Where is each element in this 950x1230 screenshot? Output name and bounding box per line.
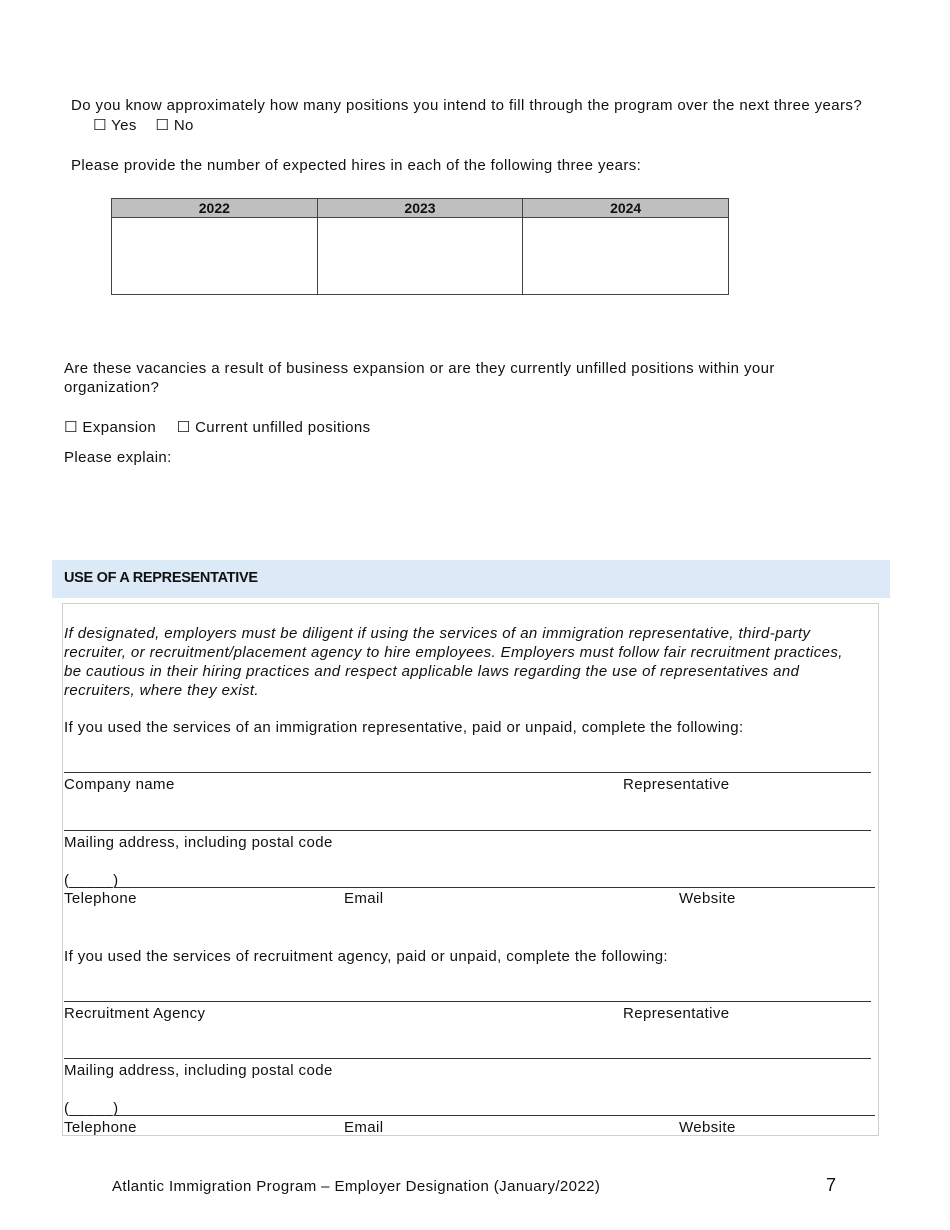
- hires-2023-cell[interactable]: [317, 218, 523, 295]
- agency-mailing-line[interactable]: [64, 1058, 871, 1059]
- agency-telephone-label: Telephone: [64, 1119, 137, 1136]
- agency-name-line[interactable]: [64, 1001, 871, 1002]
- explain-label: Please explain:: [64, 449, 172, 466]
- company-name-line[interactable]: [64, 772, 871, 773]
- agency-name-label: Recruitment Agency: [64, 1005, 206, 1022]
- yes-checkbox[interactable]: ☐ Yes: [93, 117, 137, 134]
- year-header: 2022: [112, 199, 318, 218]
- hires-2024-cell[interactable]: [523, 218, 729, 295]
- page-number: 7: [826, 1175, 837, 1195]
- representative-intro: If you used the services of an immigration representative, paid or unpaid, complete the following:: [64, 719, 744, 736]
- no-checkbox[interactable]: ☐ No: [155, 117, 194, 134]
- agency-representative-label: Representative: [623, 1005, 730, 1022]
- mailing-address-line[interactable]: [64, 830, 871, 831]
- vacancy-options: [64, 418, 371, 436]
- unfilled-checkbox[interactable]: ☐ Current unfilled positions: [176, 419, 371, 436]
- mailing-address-label: Mailing address, including postal code: [64, 834, 333, 851]
- question-expected-hires: Please provide the number of expected hires in each of the following three years:: [71, 157, 642, 174]
- agency-mailing-label: Mailing address, including postal code: [64, 1062, 333, 1079]
- agency-website-label: Website: [679, 1119, 736, 1136]
- question-vacancies: Are these vacancies a result of business expansion or are they currently unfilled positions within your organization?: [64, 360, 775, 396]
- hires-2022-cell[interactable]: [112, 218, 318, 295]
- question-positions-text: Do you know approximately how many positions you intend to fill through the program over the next three years?: [71, 97, 863, 114]
- agency-email-label: Email: [344, 1119, 384, 1136]
- year-header: 2023: [317, 199, 523, 218]
- agency-intro: If you used the services of recruitment agency, paid or unpaid, complete the following:: [64, 948, 669, 965]
- question-positions: [71, 96, 881, 136]
- company-name-label: Company name: [64, 776, 175, 793]
- contact-line[interactable]: [114, 887, 875, 888]
- website-label: Website: [679, 890, 736, 907]
- email-label: Email: [344, 890, 384, 907]
- page-footer: Atlantic Immigration Program – Employer Designation (January/2022): [112, 1178, 601, 1195]
- representative-notice: If designated, employers must be diligent if using the services of an immigration representative, third-party recruiter, or recruitment/placement agency to hire employees. Employers must follow fair recruitment practices, be cautious in their hiring practices and respect applicable laws regarding the use of representatives and recruiters, where they exist.: [64, 625, 843, 699]
- expected-hires-table: [111, 198, 729, 295]
- section-title: USE OF A REPRESENTATIVE: [64, 570, 258, 586]
- expansion-checkbox[interactable]: ☐ Expansion: [64, 419, 157, 436]
- year-header: 2024: [523, 199, 729, 218]
- representative-label: Representative: [623, 776, 730, 793]
- telephone-label: Telephone: [64, 890, 137, 907]
- agency-contact-line[interactable]: [114, 1115, 875, 1116]
- agency-telephone-area-code[interactable]: (_____): [64, 1100, 119, 1117]
- telephone-area-code[interactable]: (_____): [64, 872, 119, 889]
